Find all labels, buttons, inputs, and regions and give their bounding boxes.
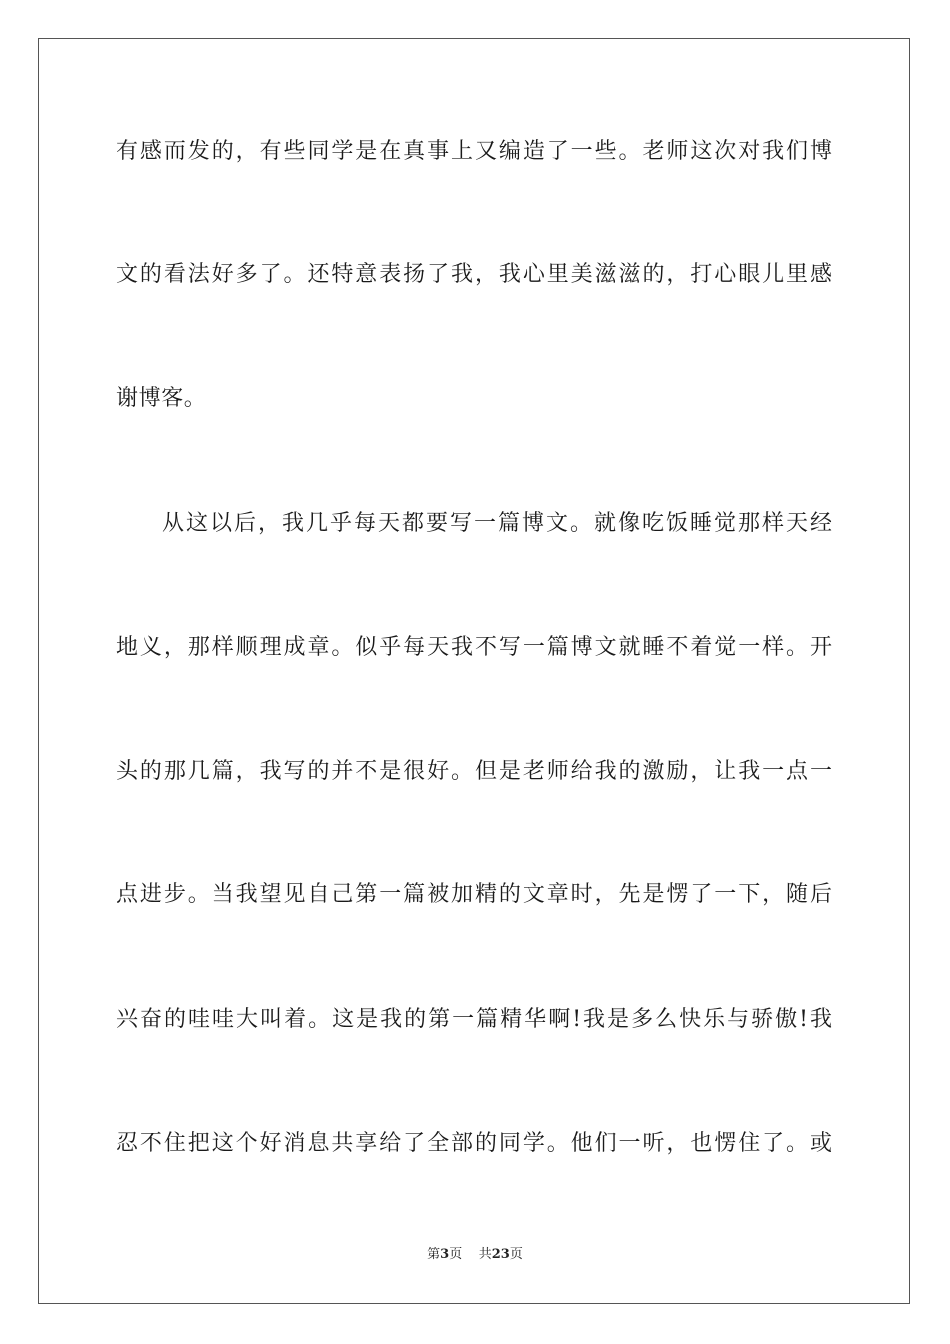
text-line-9: 忍不住把这个好消息共享给了全部的同学。他们一听，也愣住了。或 [116,1131,832,1156]
page-footer [0,1246,950,1264]
total-suffix: 页 [509,1247,523,1262]
text-line-5: 地义，那样顺理成章。似乎每天我不写一篇博文就睡不着觉一样。开 [116,635,832,660]
text-line-1: 有感而发的，有些同学是在真事上又编造了一些。老师这次对我们博 [116,139,832,164]
text-line-2: 文的看法好多了。还特意表扬了我，我心里美滋滋的，打心眼儿里感 [116,262,832,287]
text-line-6: 头的那几篇，我写的并不是很好。但是老师给我的激励，让我一点一 [116,759,832,784]
text-line-8: 兴奋的哇哇大叫着。这是我的第一篇精华啊!我是多么快乐与骄傲!我 [116,1007,832,1032]
text-line-4: 从这以后，我几乎每天都要写一篇博文。就像吃饭睡觉那样天经 [162,511,832,536]
page-border [38,38,910,1304]
page-prefix: 第 [427,1247,441,1262]
text-line-3: 谢博客。 [116,386,207,411]
total-pages: 23 [491,1247,510,1262]
total-prefix: 共 [478,1247,492,1262]
page-number: 3 [440,1247,450,1262]
page-suffix: 页 [449,1247,463,1262]
text-line-7: 点进步。当我望见自己第一篇被加精的文章时，先是愣了一下，随后 [116,882,832,907]
